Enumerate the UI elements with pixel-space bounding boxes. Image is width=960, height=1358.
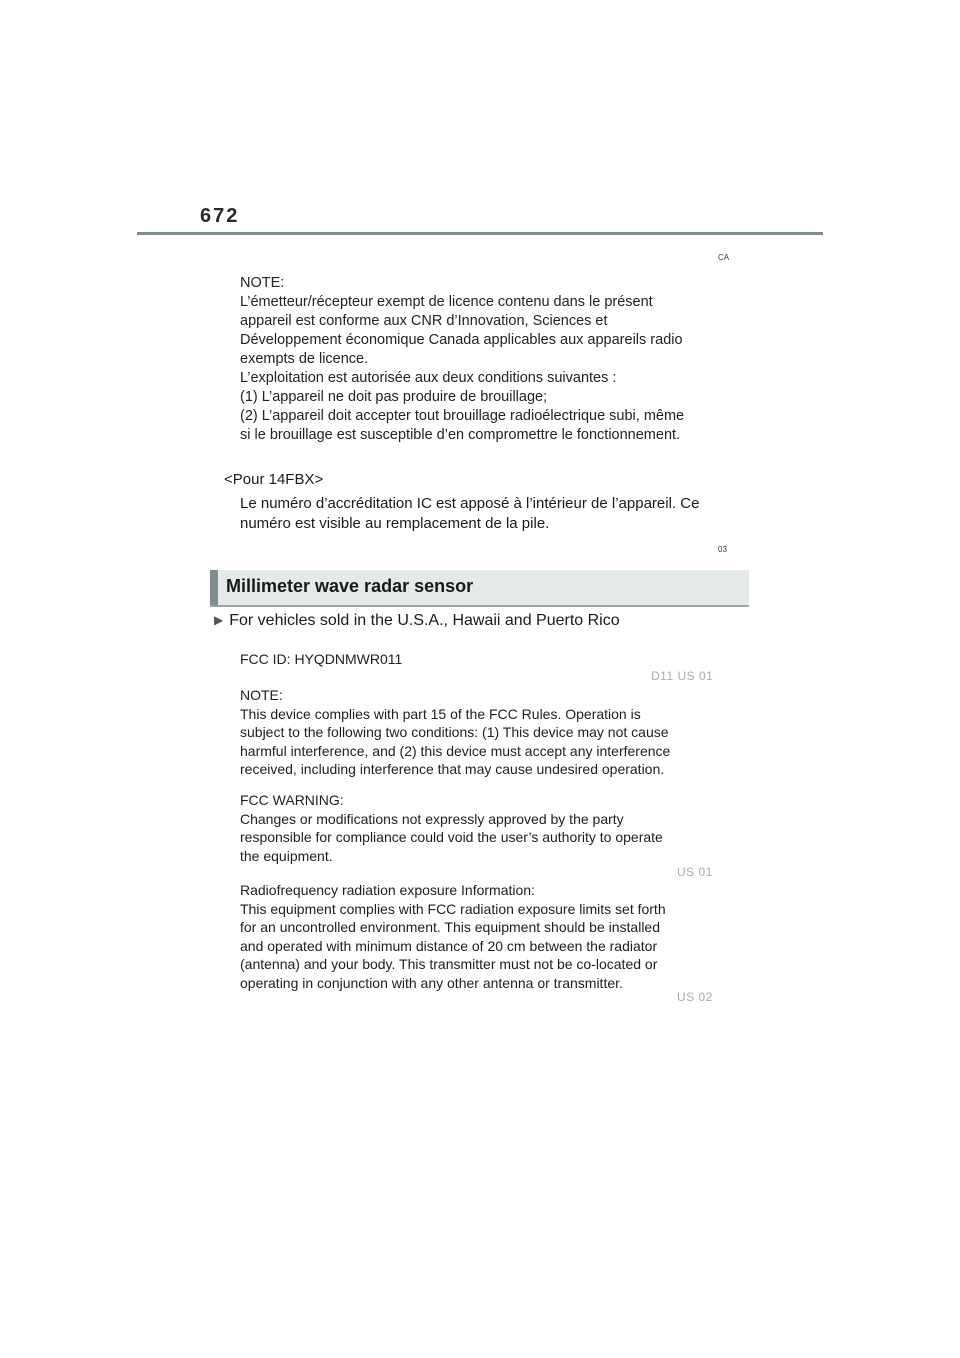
- fcc-tag-1: D11 US 01: [651, 669, 714, 683]
- fcc-note-line: received, including interference that may cause undesired operation.: [240, 761, 665, 777]
- fcc-note-line: This device complies with part 15 of the FCC Rules. Operation is: [240, 705, 641, 722]
- ca-notice-line: Développement économique Canada applicables aux appareils radio: [240, 332, 683, 348]
- fcc-radiation-line: This equipment complies with FCC radiation exposure limits set forth: [240, 900, 666, 917]
- fcc-warning-line: responsible for compliance could void the user’s authority to operate: [240, 829, 663, 845]
- fcc-tag-3: US 02: [677, 990, 713, 1004]
- fcc-radiation-info: [240, 881, 666, 992]
- pour-tag: 03: [718, 545, 727, 554]
- fcc-tag-2: US 01: [677, 865, 713, 879]
- ca-notice-line: (2) L’appareil doit accepter tout brouillage radioélectrique subi, même: [240, 408, 685, 424]
- fcc-note-line: subject to the following two conditions: (1) This device may not cause: [240, 724, 669, 740]
- fcc-radiation-line: for an uncontrolled environment. This equipment should be installed: [240, 919, 660, 935]
- fcc-warning-line: FCC WARNING:: [240, 792, 344, 808]
- bullet-item: [214, 612, 620, 630]
- ca-notice-line: (1) L’appareil ne doit pas produire de brouillage;: [240, 389, 548, 405]
- ca-notice-line: exempts de licence.: [240, 351, 369, 367]
- pour-body: [240, 494, 699, 534]
- pour-label: <Pour 14FBX>: [224, 471, 324, 488]
- fcc-note: [240, 686, 670, 779]
- pour-body-line: Le numéro d’accréditation IC est apposé à l’intérieur de l’appareil. Ce: [240, 495, 700, 512]
- header-divider: [137, 232, 823, 235]
- fcc-warning: [240, 791, 663, 865]
- bullet-text: For vehicles sold in the U.S.A., Hawaii and Puerto Rico: [229, 612, 620, 629]
- fcc-radiation-line: operating in conjunction with any other antenna or transmitter.: [240, 974, 623, 991]
- ca-notice-line: L’exploitation est autorisée aux deux conditions suivantes :: [240, 370, 617, 386]
- ca-notice-line: NOTE:: [240, 275, 285, 291]
- fcc-note-line: NOTE:: [240, 687, 283, 703]
- ca-notice-line: si le brouillage est susceptible d’en compromettre le fonctionnement.: [240, 427, 681, 443]
- fcc-id-line: FCC ID: HYQDNMWR011: [240, 651, 403, 667]
- fcc-warning-line: the equipment.: [240, 847, 333, 864]
- fcc-note-line: harmful interference, and (2) this device must accept any interference: [240, 742, 671, 759]
- ca-notice-line: appareil est conforme aux CNR d’Innovation, Sciences et: [240, 313, 608, 329]
- ca-notice: [240, 274, 684, 445]
- fcc-warning-line: Changes or modifications not expressly approved by the party: [240, 810, 624, 827]
- section-header-bar: [210, 570, 218, 605]
- triangle-bullet-icon: ▶: [214, 613, 224, 627]
- pour-body-line: numéro est visible au remplacement de la pile.: [240, 515, 550, 532]
- fcc-radiation-line: Radiofrequency radiation exposure Information:: [240, 882, 535, 898]
- section-header: [210, 570, 749, 607]
- page-number: 672: [200, 205, 240, 227]
- ca-tag: CA: [718, 253, 730, 262]
- section-title: Millimeter wave radar sensor: [226, 576, 474, 596]
- ca-notice-line: L’émetteur/récepteur exempt de licence contenu dans le présent: [240, 294, 653, 310]
- fcc-radiation-line: and operated with minimum distance of 20 cm between the radiator: [240, 937, 658, 954]
- fcc-radiation-line: (antenna) and your body. This transmitter must not be co-located or: [240, 956, 658, 972]
- fcc-id: [240, 650, 402, 669]
